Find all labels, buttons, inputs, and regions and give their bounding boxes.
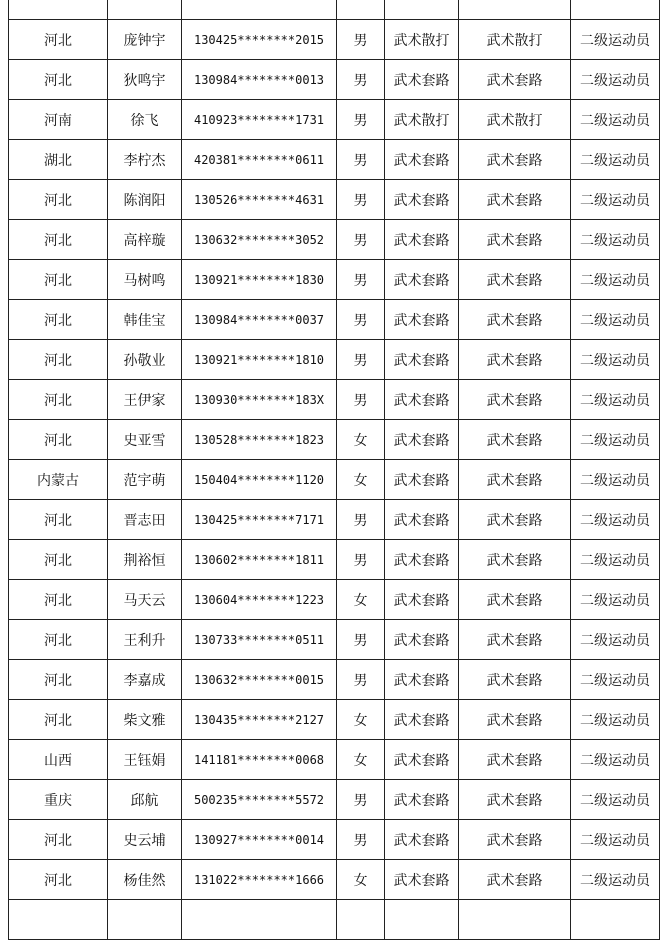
cell-athlete-level: 二级运动员 — [571, 220, 660, 260]
cell-sub-event: 武术套路 — [459, 180, 571, 220]
cell-name: 柴文雅 — [108, 700, 182, 740]
cell-id-number: 130921********1830 — [182, 260, 337, 300]
cell-athlete-level: 二级运动员 — [571, 340, 660, 380]
cell-gender: 男 — [337, 180, 385, 220]
cell-id-number: 130632********0015 — [182, 660, 337, 700]
cell-province: 湖北 — [9, 140, 108, 180]
cell-sub-event: 武术套路 — [459, 60, 571, 100]
table-row — [9, 60, 660, 100]
cell-id-number: 141181********0068 — [182, 740, 337, 780]
cell-sub-event: 武术套路 — [459, 820, 571, 860]
cell-name: 史云埔 — [108, 820, 182, 860]
cell-province: 河北 — [9, 340, 108, 380]
cell-id-number: 420381********0611 — [182, 140, 337, 180]
table-row — [9, 420, 660, 460]
cell-event: 武术套路 — [385, 780, 459, 820]
cell-event: 武术套路 — [385, 500, 459, 540]
cell-sub-event: 武术套路 — [459, 220, 571, 260]
cell-event: 武术套路 — [385, 740, 459, 780]
cell-id-number: 130632********3052 — [182, 220, 337, 260]
cell-empty — [337, 0, 385, 20]
cell-id-number: 500235********5572 — [182, 780, 337, 820]
cell-name: 李柠杰 — [108, 140, 182, 180]
cell-name: 狄鸣宇 — [108, 60, 182, 100]
cell-name: 徐飞 — [108, 100, 182, 140]
cell-name: 孙敬业 — [108, 340, 182, 380]
cell-id-number: 130425********7171 — [182, 500, 337, 540]
cell-event: 武术套路 — [385, 220, 459, 260]
cell-event: 武术套路 — [385, 380, 459, 420]
cell-gender: 男 — [337, 140, 385, 180]
cell-athlete-level: 二级运动员 — [571, 540, 660, 580]
cell-event: 武术散打 — [385, 100, 459, 140]
cell-athlete-level: 二级运动员 — [571, 620, 660, 660]
table-row — [9, 460, 660, 500]
cell-id-number: 130984********0013 — [182, 60, 337, 100]
cell-event: 武术套路 — [385, 140, 459, 180]
cell-event: 武术套路 — [385, 300, 459, 340]
cell-name: 王利升 — [108, 620, 182, 660]
cell-event: 武术套路 — [385, 260, 459, 300]
cell-name: 史亚雪 — [108, 420, 182, 460]
table-row — [9, 380, 660, 420]
cell-name: 李嘉成 — [108, 660, 182, 700]
cell-province: 山西 — [9, 740, 108, 780]
cell-gender: 女 — [337, 860, 385, 900]
cell-gender: 男 — [337, 260, 385, 300]
cell-id-number: 130425********2015 — [182, 20, 337, 60]
cell-name: 晋志田 — [108, 500, 182, 540]
cell-province: 河南 — [9, 100, 108, 140]
cell-event: 武术套路 — [385, 420, 459, 460]
cell-id-number: 130927********0014 — [182, 820, 337, 860]
cell-gender: 女 — [337, 740, 385, 780]
cell-sub-event: 武术套路 — [459, 460, 571, 500]
cell-sub-event: 武术套路 — [459, 660, 571, 700]
cell-province: 河北 — [9, 420, 108, 460]
cell-gender: 男 — [337, 540, 385, 580]
table-row — [9, 860, 660, 900]
cell-athlete-level: 二级运动员 — [571, 740, 660, 780]
cell-empty — [182, 900, 337, 940]
athlete-table — [8, 0, 660, 940]
cell-gender: 男 — [337, 20, 385, 60]
table-row — [9, 700, 660, 740]
cell-empty — [385, 0, 459, 20]
table-row — [9, 620, 660, 660]
cell-empty — [571, 0, 660, 20]
cell-athlete-level: 二级运动员 — [571, 20, 660, 60]
cell-empty — [108, 0, 182, 20]
table-row — [9, 260, 660, 300]
cell-province: 重庆 — [9, 780, 108, 820]
cell-athlete-level: 二级运动员 — [571, 500, 660, 540]
athlete-table-body — [9, 0, 660, 940]
table-row-partial — [9, 0, 660, 20]
cell-athlete-level: 二级运动员 — [571, 860, 660, 900]
cell-name: 王钰娟 — [108, 740, 182, 780]
cell-id-number: 150404********1120 — [182, 460, 337, 500]
cell-province: 河北 — [9, 300, 108, 340]
cell-event: 武术套路 — [385, 620, 459, 660]
cell-id-number: 130930********183X — [182, 380, 337, 420]
cell-empty — [459, 0, 571, 20]
cell-athlete-level: 二级运动员 — [571, 780, 660, 820]
cell-id-number: 130604********1223 — [182, 580, 337, 620]
cell-province: 内蒙古 — [9, 460, 108, 500]
cell-athlete-level: 二级运动员 — [571, 100, 660, 140]
table-row — [9, 780, 660, 820]
cell-empty — [182, 0, 337, 20]
cell-name: 邱航 — [108, 780, 182, 820]
cell-sub-event: 武术套路 — [459, 740, 571, 780]
cell-id-number: 130526********4631 — [182, 180, 337, 220]
cell-id-number: 130435********2127 — [182, 700, 337, 740]
cell-id-number: 130733********0511 — [182, 620, 337, 660]
cell-event: 武术套路 — [385, 180, 459, 220]
table-row — [9, 180, 660, 220]
cell-athlete-level: 二级运动员 — [571, 60, 660, 100]
table-row — [9, 540, 660, 580]
table-row — [9, 300, 660, 340]
cell-gender: 男 — [337, 220, 385, 260]
cell-athlete-level: 二级运动员 — [571, 180, 660, 220]
cell-gender: 女 — [337, 460, 385, 500]
cell-event: 武术套路 — [385, 540, 459, 580]
cell-sub-event: 武术套路 — [459, 860, 571, 900]
cell-gender: 男 — [337, 340, 385, 380]
cell-name: 庞钟宇 — [108, 20, 182, 60]
cell-province: 河北 — [9, 540, 108, 580]
cell-name: 马天云 — [108, 580, 182, 620]
cell-name: 范宇萌 — [108, 460, 182, 500]
cell-gender: 男 — [337, 780, 385, 820]
cell-name: 杨佳然 — [108, 860, 182, 900]
cell-athlete-level: 二级运动员 — [571, 260, 660, 300]
cell-athlete-level: 二级运动员 — [571, 140, 660, 180]
cell-empty — [337, 900, 385, 940]
cell-sub-event: 武术散打 — [459, 20, 571, 60]
cell-sub-event: 武术套路 — [459, 700, 571, 740]
cell-gender: 女 — [337, 580, 385, 620]
cell-name: 王伊家 — [108, 380, 182, 420]
cell-athlete-level: 二级运动员 — [571, 580, 660, 620]
cell-sub-event: 武术散打 — [459, 100, 571, 140]
cell-athlete-level: 二级运动员 — [571, 420, 660, 460]
cell-province: 河北 — [9, 500, 108, 540]
cell-province: 河北 — [9, 380, 108, 420]
cell-gender: 男 — [337, 300, 385, 340]
cell-sub-event: 武术套路 — [459, 340, 571, 380]
cell-empty — [459, 900, 571, 940]
cell-event: 武术套路 — [385, 60, 459, 100]
cell-province: 河北 — [9, 620, 108, 660]
cell-province: 河北 — [9, 660, 108, 700]
table-row — [9, 500, 660, 540]
cell-sub-event: 武术套路 — [459, 780, 571, 820]
cell-gender: 男 — [337, 380, 385, 420]
cell-id-number: 130602********1811 — [182, 540, 337, 580]
table-row-partial — [9, 900, 660, 940]
table-row — [9, 740, 660, 780]
cell-sub-event: 武术套路 — [459, 420, 571, 460]
cell-athlete-level: 二级运动员 — [571, 700, 660, 740]
cell-name: 陈润阳 — [108, 180, 182, 220]
table-row — [9, 140, 660, 180]
cell-id-number: 410923********1731 — [182, 100, 337, 140]
cell-province: 河北 — [9, 180, 108, 220]
cell-name: 韩佳宝 — [108, 300, 182, 340]
table-row — [9, 340, 660, 380]
cell-province: 河北 — [9, 580, 108, 620]
cell-sub-event: 武术套路 — [459, 500, 571, 540]
cell-gender: 女 — [337, 700, 385, 740]
cell-province: 河北 — [9, 220, 108, 260]
cell-event: 武术套路 — [385, 660, 459, 700]
table-row — [9, 220, 660, 260]
cell-empty — [108, 900, 182, 940]
cell-sub-event: 武术套路 — [459, 620, 571, 660]
cell-province: 河北 — [9, 820, 108, 860]
cell-gender: 男 — [337, 620, 385, 660]
cell-athlete-level: 二级运动员 — [571, 380, 660, 420]
cell-sub-event: 武术套路 — [459, 300, 571, 340]
cell-province: 河北 — [9, 20, 108, 60]
cell-province: 河北 — [9, 700, 108, 740]
cell-name: 荆裕恒 — [108, 540, 182, 580]
cell-sub-event: 武术套路 — [459, 140, 571, 180]
table-row — [9, 100, 660, 140]
cell-id-number: 130528********1823 — [182, 420, 337, 460]
table-row — [9, 20, 660, 60]
cell-sub-event: 武术套路 — [459, 580, 571, 620]
cell-gender: 男 — [337, 100, 385, 140]
cell-sub-event: 武术套路 — [459, 540, 571, 580]
cell-event: 武术套路 — [385, 700, 459, 740]
cell-sub-event: 武术套路 — [459, 260, 571, 300]
cell-gender: 男 — [337, 660, 385, 700]
cell-province: 河北 — [9, 60, 108, 100]
cell-gender: 女 — [337, 420, 385, 460]
cell-athlete-level: 二级运动员 — [571, 820, 660, 860]
cell-event: 武术套路 — [385, 340, 459, 380]
cell-sub-event: 武术套路 — [459, 380, 571, 420]
cell-event: 武术套路 — [385, 820, 459, 860]
cell-gender: 男 — [337, 500, 385, 540]
cell-event: 武术套路 — [385, 460, 459, 500]
cell-province: 河北 — [9, 260, 108, 300]
cell-event: 武术套路 — [385, 580, 459, 620]
cell-id-number: 130921********1810 — [182, 340, 337, 380]
cell-empty — [9, 900, 108, 940]
cell-athlete-level: 二级运动员 — [571, 460, 660, 500]
cell-empty — [571, 900, 660, 940]
cell-event: 武术散打 — [385, 20, 459, 60]
cell-gender: 男 — [337, 820, 385, 860]
cell-athlete-level: 二级运动员 — [571, 660, 660, 700]
cell-athlete-level: 二级运动员 — [571, 300, 660, 340]
cell-province: 河北 — [9, 860, 108, 900]
cell-id-number: 131022********1666 — [182, 860, 337, 900]
cell-empty — [9, 0, 108, 20]
cell-event: 武术套路 — [385, 860, 459, 900]
table-row — [9, 660, 660, 700]
cell-empty — [385, 900, 459, 940]
cell-name: 高梓璇 — [108, 220, 182, 260]
table-row — [9, 580, 660, 620]
cell-id-number: 130984********0037 — [182, 300, 337, 340]
cell-gender: 男 — [337, 60, 385, 100]
table-row — [9, 820, 660, 860]
cell-name: 马树鸣 — [108, 260, 182, 300]
